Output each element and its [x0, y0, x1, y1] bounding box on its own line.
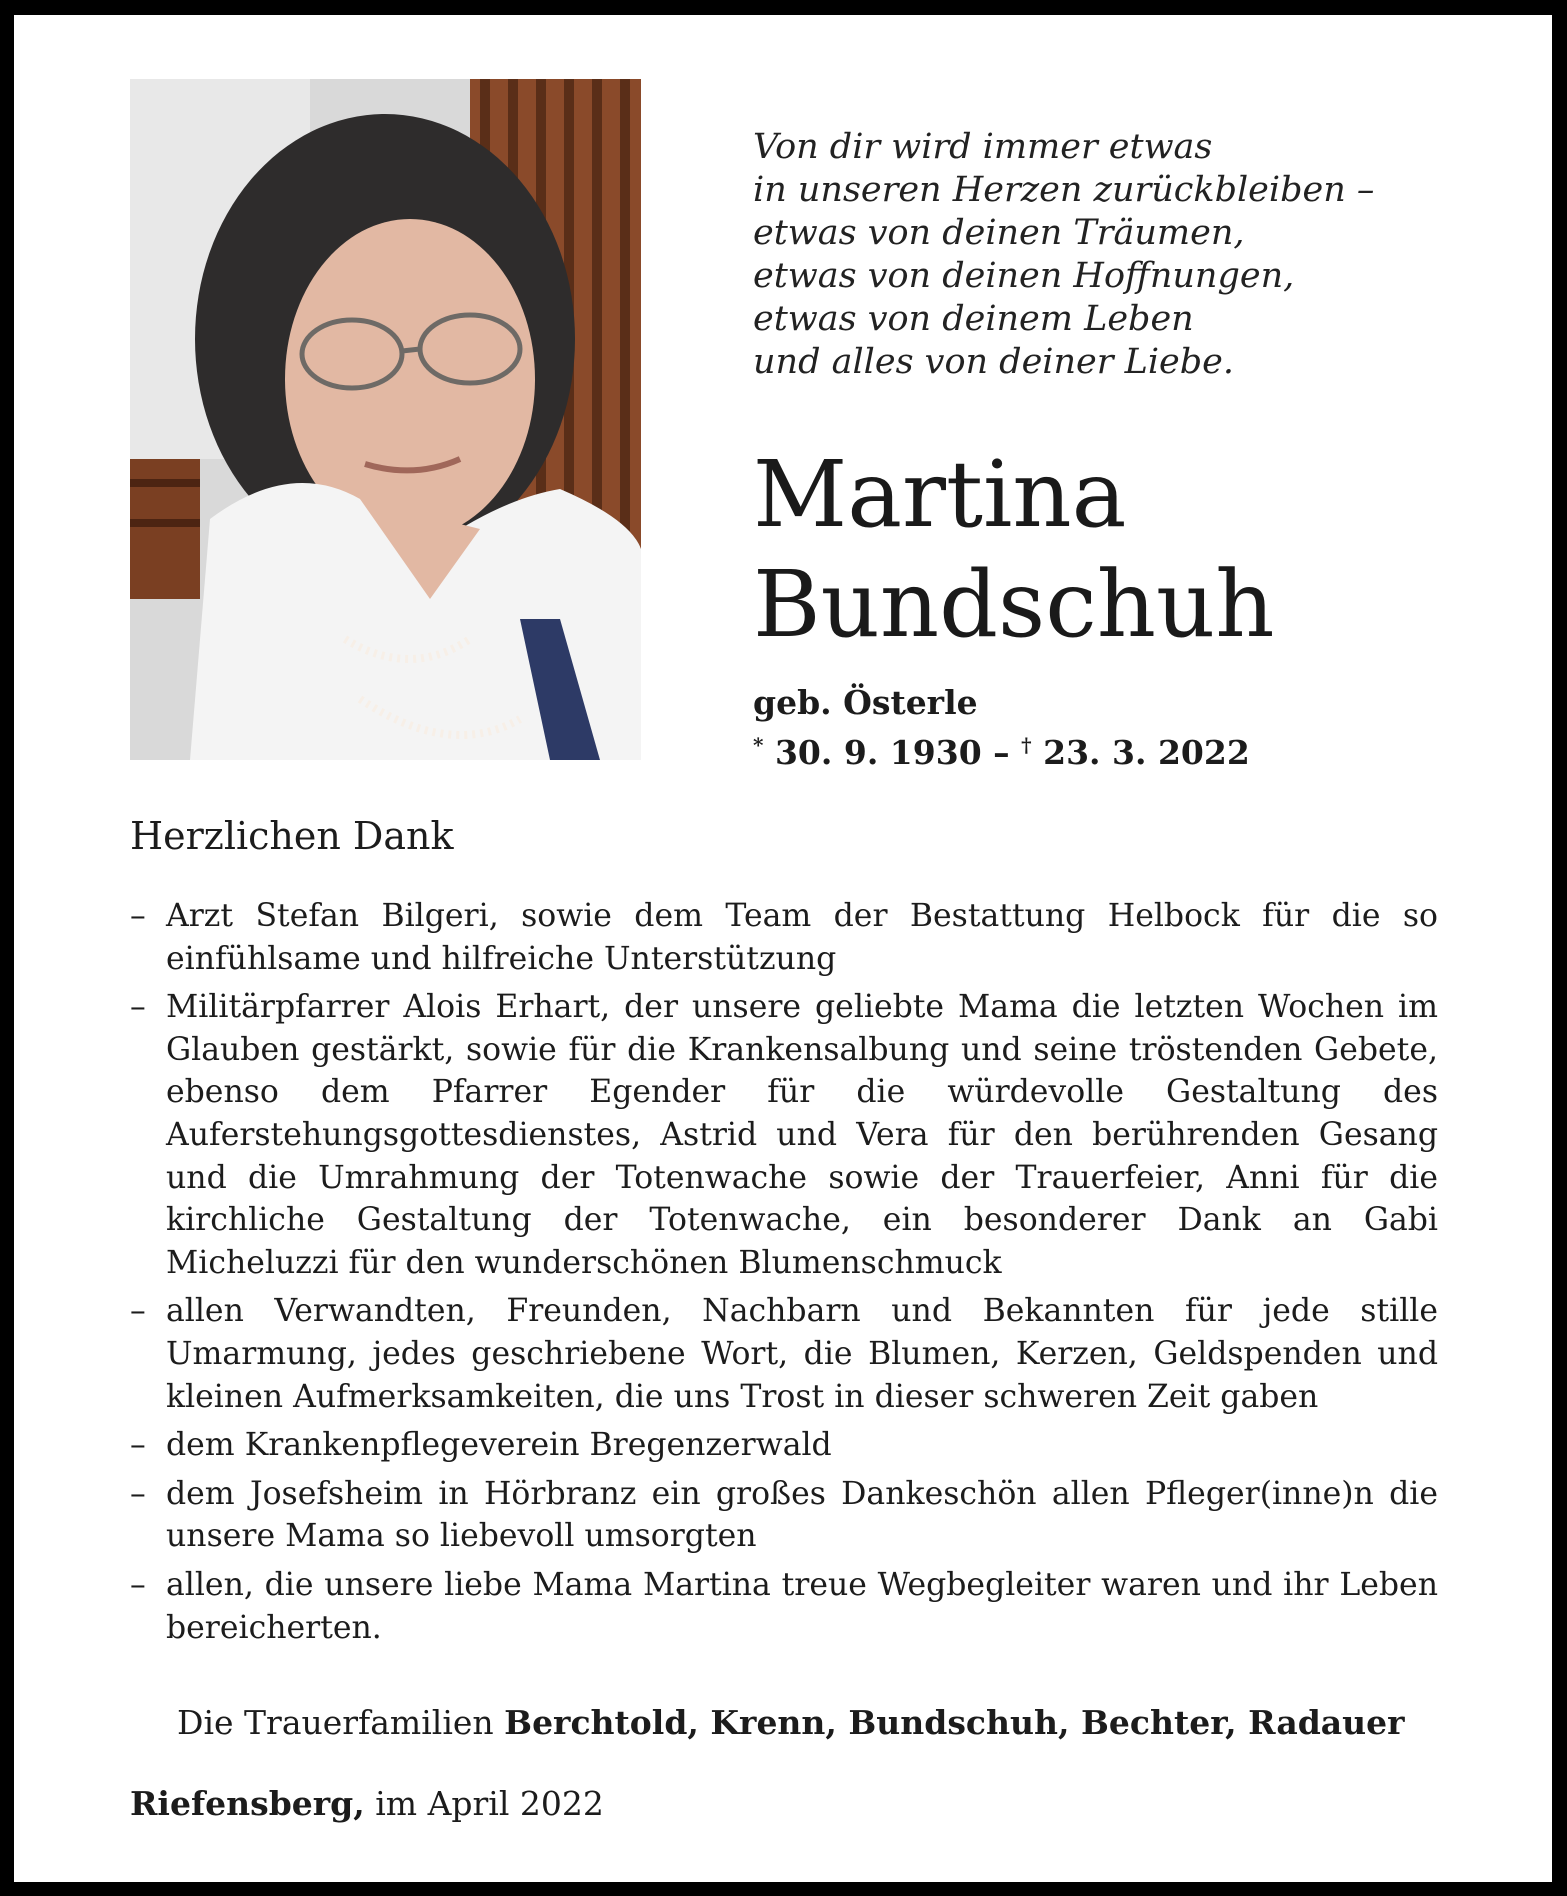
portrait-photo: [130, 79, 641, 760]
list-item-text: allen, die unsere liebe Mama Martina treue Wegbegleiter waren und ihr Leben bereicherten.: [166, 1566, 1438, 1646]
mourning-families: [177, 1701, 1405, 1745]
town: Riefensberg,: [130, 1784, 365, 1823]
dash-marker: –: [130, 898, 146, 934]
death-date: 23. 3. 2022: [1043, 733, 1250, 772]
thanks-heading: Herzlichen Dank: [130, 814, 454, 858]
poem-line: in unseren Herzen zurückbleiben –: [753, 170, 1375, 210]
birth-date: 30. 9. 1930: [774, 733, 982, 772]
list-item-text: Militärpfarrer Alois Erhart, der unsere geliebte Mama die letzten Wochen im Glauben gestärkt, sowie für die Krankensalbung und seine tröstenden Gebete, ebenso dem Pfarrer Egender für die würdevolle Gestaltung des Auferstehungsgottesdienstes, Astrid und Vera für den berührenden Gesang und die Umrahmung der Totenwache sowie der Trauerfeier, Anni für die kirchliche Gestaltung der Totenwache, ein besonderer Dank an Gabi Micheluzzi für den wunderschönen Blumenschmuck: [166, 989, 1438, 1281]
maiden-name: geb. Österle: [753, 683, 978, 722]
place-date: [130, 1782, 604, 1826]
list-item: [130, 986, 1438, 1284]
date-separator: –: [981, 733, 1022, 772]
list-item: [130, 895, 1438, 980]
poem-line: etwas von deinem Leben: [753, 299, 1194, 339]
dash-marker: –: [130, 1427, 146, 1464]
list-item: [130, 1424, 1438, 1467]
list-item-text: Arzt Stefan Bilgeri, sowie dem Team der Bestattung Helbock für die so einfühlsame und hilfreiche Unterstützung: [166, 898, 1438, 977]
deceased-name: [753, 440, 1275, 660]
bottom-border: [0, 1882, 1567, 1896]
list-item-text: dem Josefsheim in Hörbranz ein großes Dankeschön allen Pfleger(inne)n die unsere Mama so liebevoll umsorgten: [166, 1475, 1438, 1555]
list-item-text: allen Verwandten, Freunden, Nachbarn und Bekannten für jede stille Umarmung, jedes geschriebene Wort, die Blumen, Kerzen, Geldspenden und kleinen Aufmerksamkeiten, die uns Trost in dieser schweren Zeit gaben: [166, 1293, 1438, 1415]
first-name: Martina: [753, 441, 1127, 548]
families-prefix: Die Trauerfamilien: [177, 1703, 505, 1742]
dash-marker: –: [130, 1293, 146, 1330]
family-names: Berchtold, Krenn, Bundschuh, Bechter, Radauer: [504, 1703, 1405, 1742]
thanks-list: [130, 895, 1438, 1655]
list-item: [130, 1473, 1438, 1558]
poem: [753, 126, 1374, 384]
right-border: [1552, 0, 1567, 1896]
poem-line: etwas von deinen Hoffnungen,: [753, 256, 1295, 296]
dash-marker: –: [130, 1566, 146, 1603]
left-border: [0, 0, 14, 1896]
died-symbol: †: [1021, 733, 1032, 757]
poem-line: Von dir wird immer etwas: [753, 127, 1213, 167]
top-border: [0, 0, 1567, 15]
list-item: [130, 1564, 1438, 1649]
dash-marker: –: [130, 1475, 146, 1512]
born-symbol: *: [753, 733, 764, 757]
poem-line: und alles von deiner Liebe.: [753, 342, 1234, 382]
dash-marker: –: [130, 989, 146, 1026]
date: im April 2022: [364, 1784, 604, 1823]
last-name: Bundschuh: [753, 551, 1275, 658]
poem-line: etwas von deinen Träumen,: [753, 213, 1245, 253]
life-dates: [753, 724, 1250, 774]
list-item: [130, 1290, 1438, 1418]
list-item-text: dem Krankenpflegeverein Bregenzerwald: [166, 1427, 832, 1464]
